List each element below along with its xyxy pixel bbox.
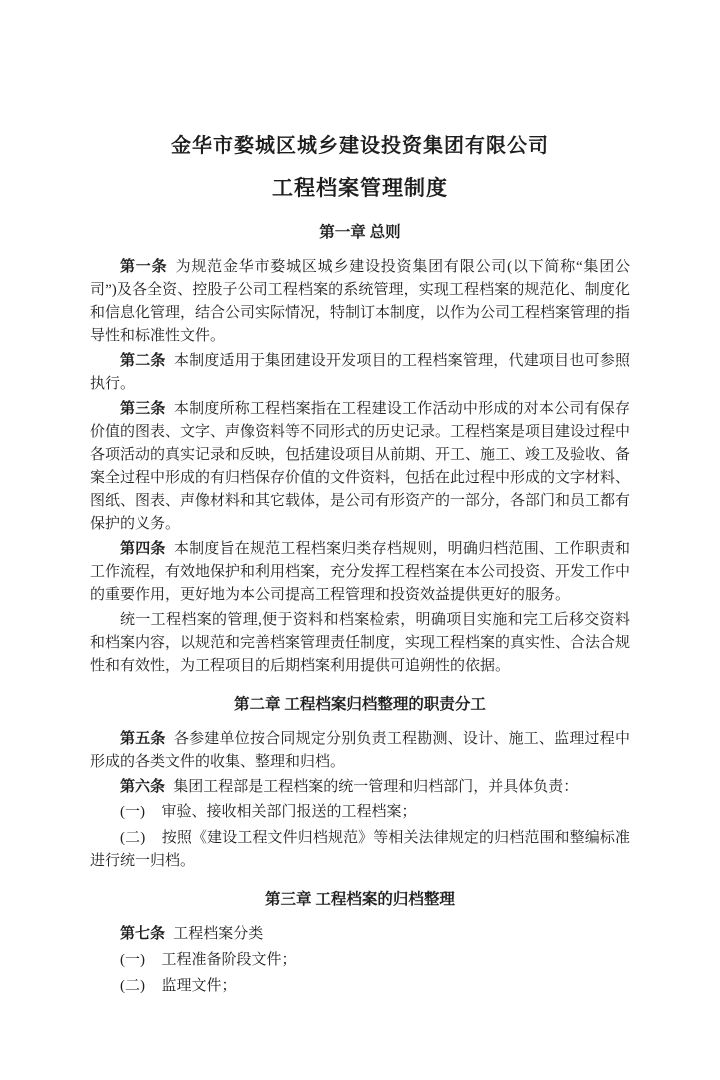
list-item-1 <box>90 801 630 824</box>
article-4-label: 第四条 <box>120 541 166 557</box>
article-6-paragraph <box>90 776 630 799</box>
article-2-paragraph <box>90 350 630 396</box>
list-item-4 <box>90 975 630 998</box>
list-item-3-label: (一) <box>120 952 145 968</box>
list-item-4-text: 监理文件； <box>161 978 237 994</box>
article-1-label: 第一条 <box>120 259 168 275</box>
document-title: 金华市婺城区城乡建设投资集团有限公司 <box>171 135 549 157</box>
list-item-3-text: 工程准备阶段文件； <box>161 952 297 968</box>
article-2-label: 第二条 <box>120 353 166 369</box>
plain-paragraph <box>90 609 630 678</box>
article-5-paragraph <box>90 728 630 774</box>
chapter-3-heading: 第三章 工程档案的归档整理 <box>265 891 455 908</box>
list-item-1-label: (一) <box>120 804 145 820</box>
document-subtitle: 工程档案管理制度 <box>272 176 448 200</box>
list-item-2-label: (二) <box>120 830 146 846</box>
article-2-text: 本制度适用于集团建设开发项目的工程档案管理，代建项目也可参照执行。 <box>90 353 630 392</box>
list-item-3 <box>90 949 630 972</box>
article-5-label: 第五条 <box>120 731 166 747</box>
chapter-2-heading: 第二章 工程档案归档整理的职责分工 <box>234 696 486 713</box>
article-3-paragraph <box>90 398 630 536</box>
article-1-paragraph <box>90 256 630 348</box>
article-1-text: 为规范金华市婺城区城乡建设投资集团有限公司(以下简称“集团公司”)及各全资、控股子公司工程档案的系统管理，实现工程档案的规范化、制度化和信息化管理，结合公司实际情况，特制订本制度，以作为公司工程档案管理的指导性和标准性文件。 <box>90 259 631 344</box>
article-7-paragraph <box>90 923 630 946</box>
list-item-1-text: 审验、接收相关部门报送的工程档案； <box>161 804 417 820</box>
article-7-label: 第七条 <box>120 926 166 942</box>
article-3-text: 本制度所称工程档案指在工程建设工作活动中形成的对本公司有保存价值的图表、文字、声像资料等不同形式的历史记录。工程档案是项目建设过程中各项活动的真实记录和反映，包括建设项目从前期、开工、施工、竣工及验收、备案全过程中形成的有归档保存价值的文件资料，包括在此过程中形成的文字材料、图纸、图表、声像材料和其它载体，是公司有形资产的一部分，各部门和员工都有保护的义务。 <box>90 401 631 532</box>
list-item-2-text: 按照《建设工程文件归档规范》等相关法律规定的归档范围和整编标准进行统一归档。 <box>90 830 630 869</box>
article-6-label: 第六条 <box>120 779 166 795</box>
chapter-1-heading: 第一章 总则 <box>319 224 401 241</box>
article-7-text: 工程档案分类 <box>173 926 264 942</box>
article-4-text: 本制度旨在规范工程档案归类存档规则，明确归档范围、工作职责和工作流程，有效地保护和利用档案，充分发挥工程档案在本公司投资、开发工作中的重要作用，更好地为本公司提高工程管理和投资效益提供更好的服务。 <box>90 541 631 603</box>
article-3-label: 第三条 <box>120 401 166 417</box>
plain-paragraph-text: 统一工程档案的管理,便于资料和档案检索，明确项目实施和完工后移交资料和档案内容，以规范和完善档案管理责任制度，实现工程档案的真实性、合法合规性和有效性，为工程项目的后期档案利用提供可追朔性的依据。 <box>90 612 631 674</box>
article-6-text: 集团工程部是工程档案的统一管理和归档部门，并具体负责： <box>173 779 579 795</box>
article-5-text: 各参建单位按合同规定分别负责工程勘测、设计、施工、监理过程中形成的各类文件的收集、整理和归档。 <box>90 731 630 770</box>
article-4-paragraph <box>90 538 630 607</box>
list-item-2 <box>90 827 630 873</box>
list-item-4-label: (二) <box>120 978 145 994</box>
